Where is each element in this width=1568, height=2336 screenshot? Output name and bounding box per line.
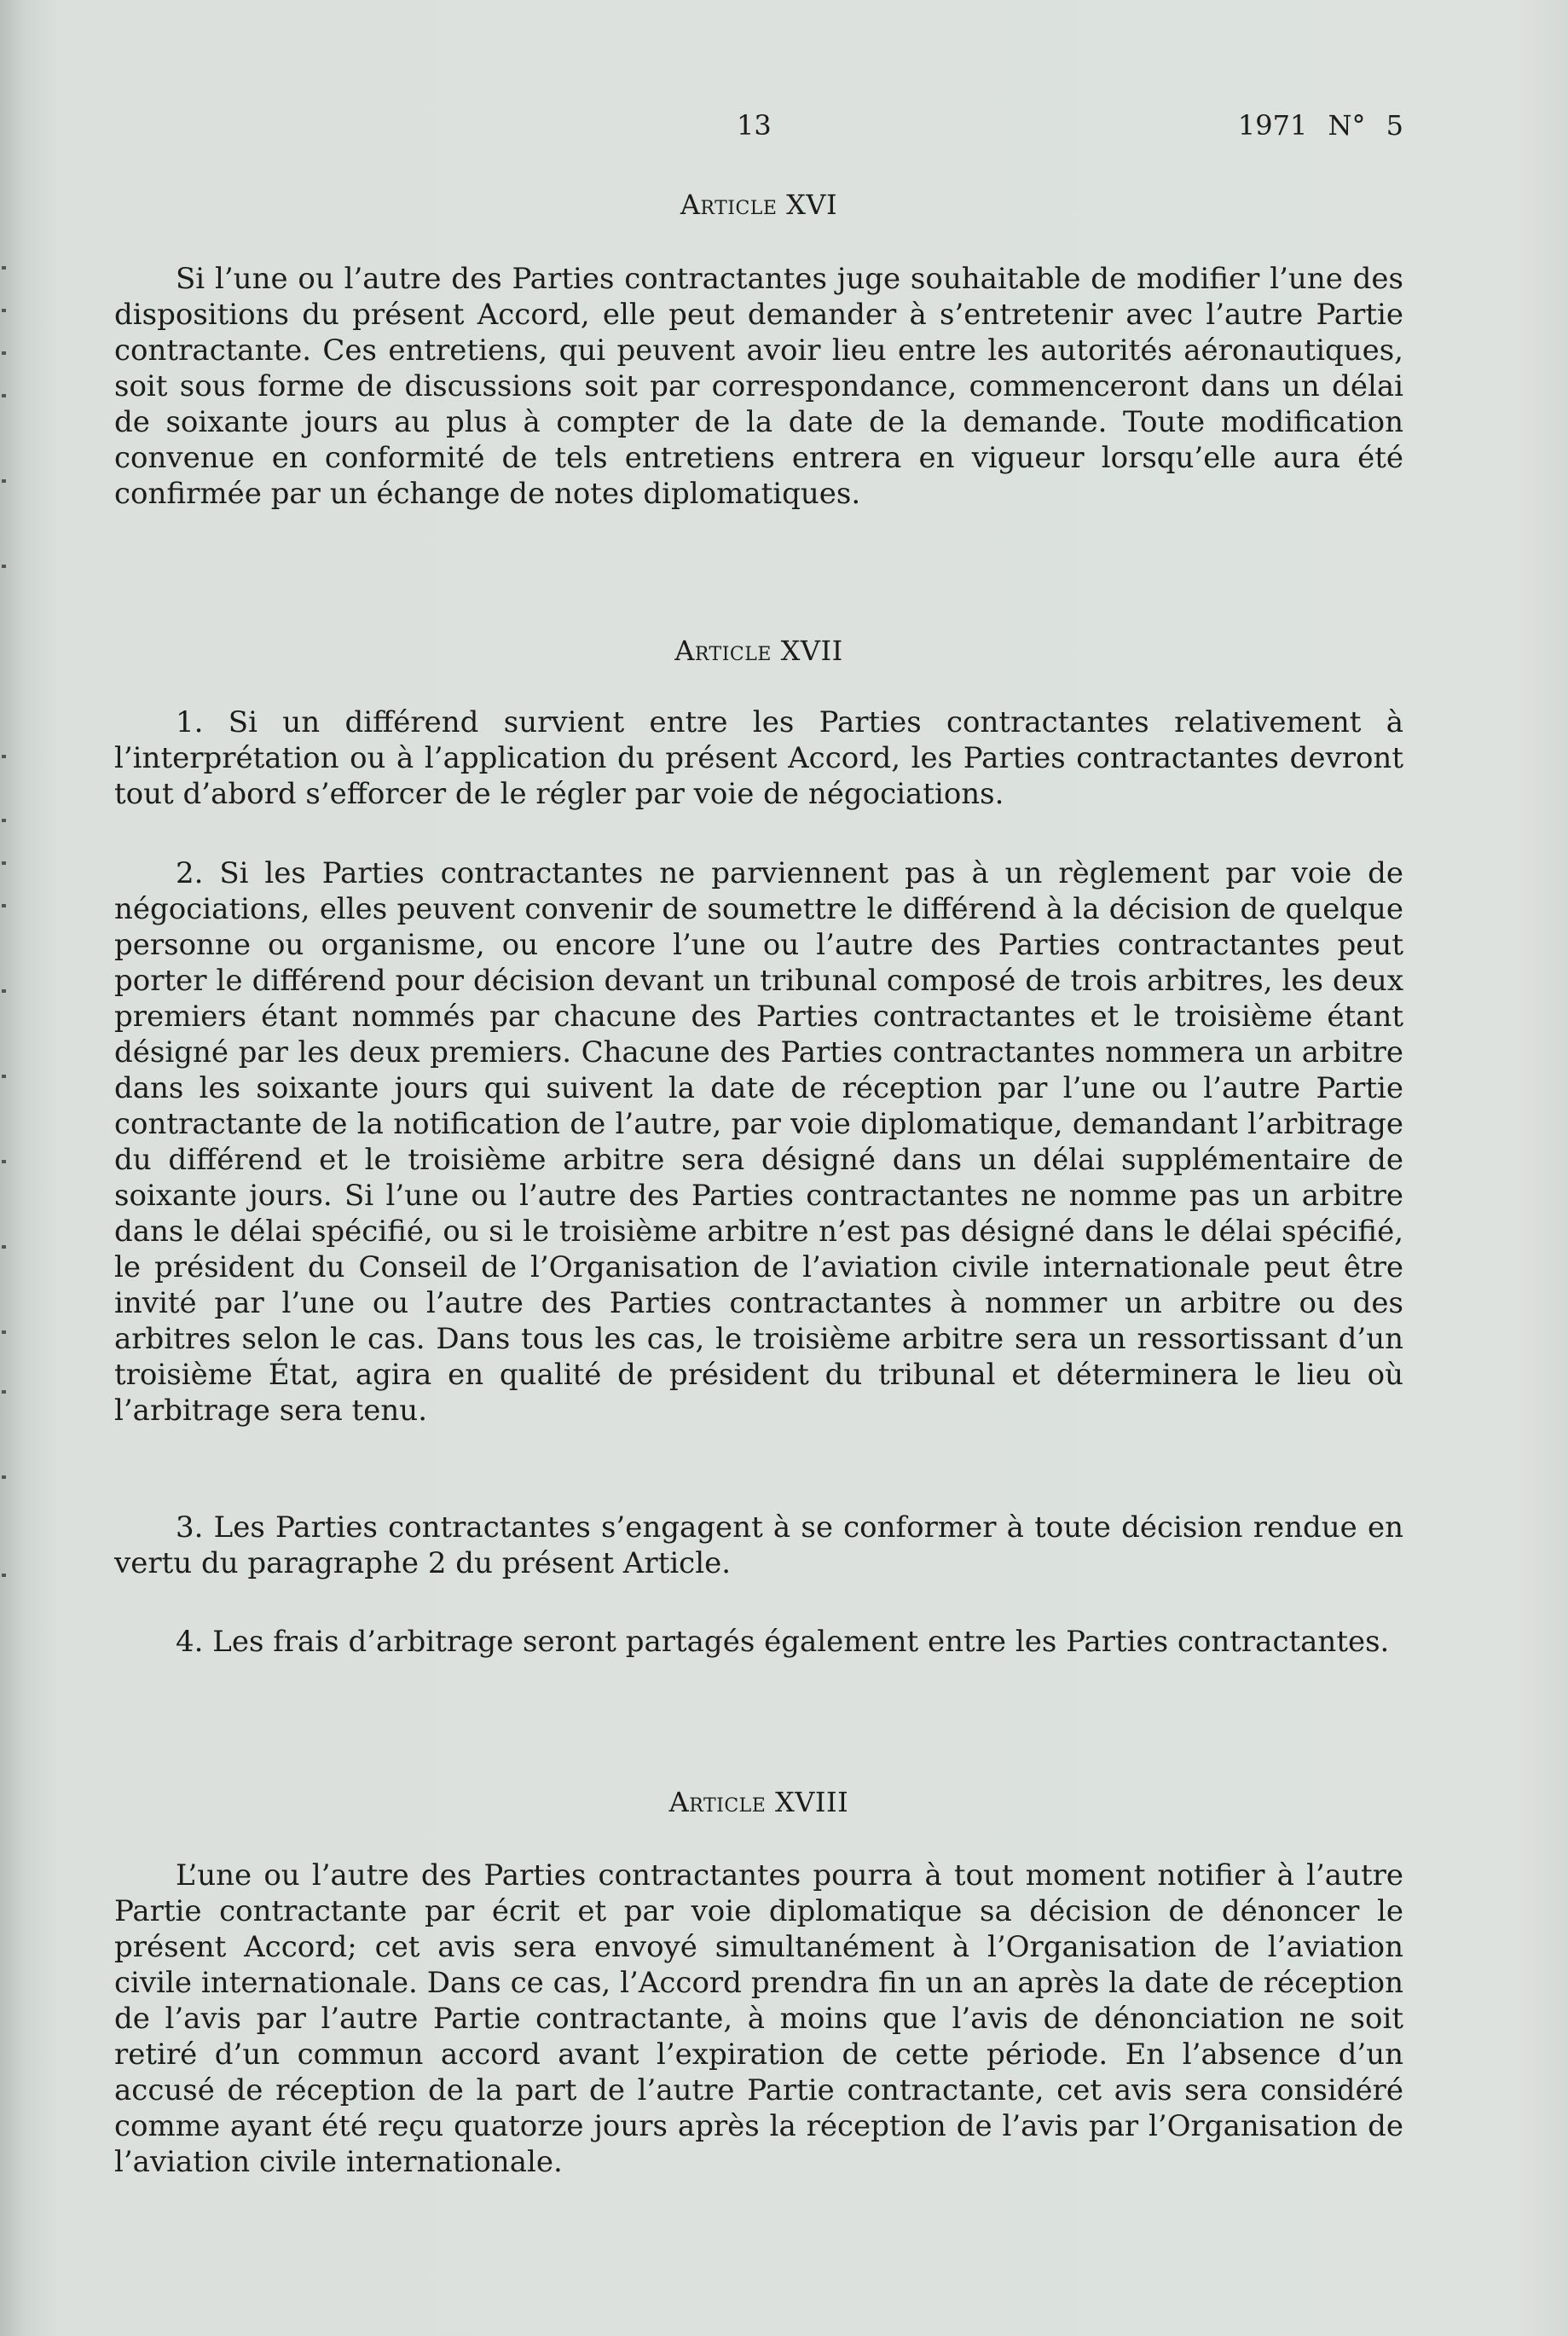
article-16-text: Si l’une ou l’autre des Parties contractantes juge souhaitable de modifier l’une des dispositions du présent Accord, elle peut demander à s’entretenir avec l’autre Partie contractante. Ces entretiens, qui peuvent avoir lieu entre les autorités aéronautiques, soit sous forme de discussions soit par correspondance, commenceront dans un délai de soixante jours au plus à compter de la date de la demande. Toute modification convenue en conformité de tels entretiens entrera en vigueur lorsqu’elle aura été confirmée par un échange de notes diplomatiques. xyxy=(114,262,1403,511)
article-17-paragraph-2: 2. Si les Parties contractantes ne parviennent pas à un règlement par voie de négociations, elles peuvent convenir de soumettre le différend à la décision de quelque personne ou organisme, ou encore l’une ou l’autre des Parties contractantes peut porter le différend pour décision devant un tribunal composé de trois arbitres, les deux premiers étant nommés par chacune des Parties contractantes et le troisième étant désigné par les deux premiers. Chacune des Parties contractantes nommera un arbitre dans les soixante jours qui suivent la date de réception par l’une ou l’autre Partie contractante de la notification de l’autre, par voie diplomatique, demandant l’arbitrage du différend et le troisième arbitre sera désigné dans un délai supplémentaire de soixante jours. Si l’une ou l’autre des Parties contractantes ne nomme pas un arbitre dans le délai spécifié, ou si le troisième arbitre n’est pas désigné dans le délai spécifié, le président du Conseil de l’Organisation de l’aviation civile internationale peut être invité par l’une ou l’autre des Parties contractantes à nommer un arbitre ou des arbitres selon le cas. Dans tous les cas, le troisième arbitre sera un ressortissant d’un troisième État, agira en qualité de président du tribunal et déterminera le lieu où l’arbitrage sera tenu. xyxy=(114,856,1403,1428)
page-header xyxy=(114,109,1403,143)
article-18-text: L’une ou l’autre des Parties contractantes pourra à tout moment notifier à l’autre Partie contractante par écrit et par voie diplomatique sa décision de dénoncer le présent Accord; cet avis sera envoyé simultanément à l’Organisation de l’aviation civile internationale. Dans ce cas, l’Accord prendra fin un an après la date de réception de l’avis par l’autre Partie contractante, à moins que l’avis de dénonciation ne soit retiré d’un commun accord avant l’expiration de cette période. En l’absence d’un accusé de réception de la part de l’autre Partie contractante, cet avis sera considéré comme ayant été reçu quatorze jours après la réception de l’avis par l’Organisation de l’aviation civile internationale. xyxy=(114,1858,1403,2179)
article-17-paragraph-1: 1. Si un différend survient entre les Parties contractantes relativement à l’interprétation ou à l’application du présent Accord, les Parties contractantes devront tout d’abord s’efforcer de le régler par voie de négociations. xyxy=(114,705,1403,811)
article-17-paragraph-3: 3. Les Parties contractantes s’engagent à se conformer à toute décision rendue en vertu du paragraphe 2 du présent Article. xyxy=(114,1510,1403,1580)
page-number: 13 xyxy=(737,109,772,142)
article-17-paragraph-4: 4. Les frais d’arbitrage seront partagés également entre les Parties contractantes. xyxy=(176,1625,1390,1659)
binding-gutter xyxy=(0,0,12,2336)
document-reference: 1971 N° 5 xyxy=(1237,109,1403,142)
article-17-heading: Article XVII xyxy=(674,635,843,667)
article-18-heading: Article XVIII xyxy=(668,1786,849,1818)
article-16-heading: Article XVI xyxy=(680,188,838,221)
